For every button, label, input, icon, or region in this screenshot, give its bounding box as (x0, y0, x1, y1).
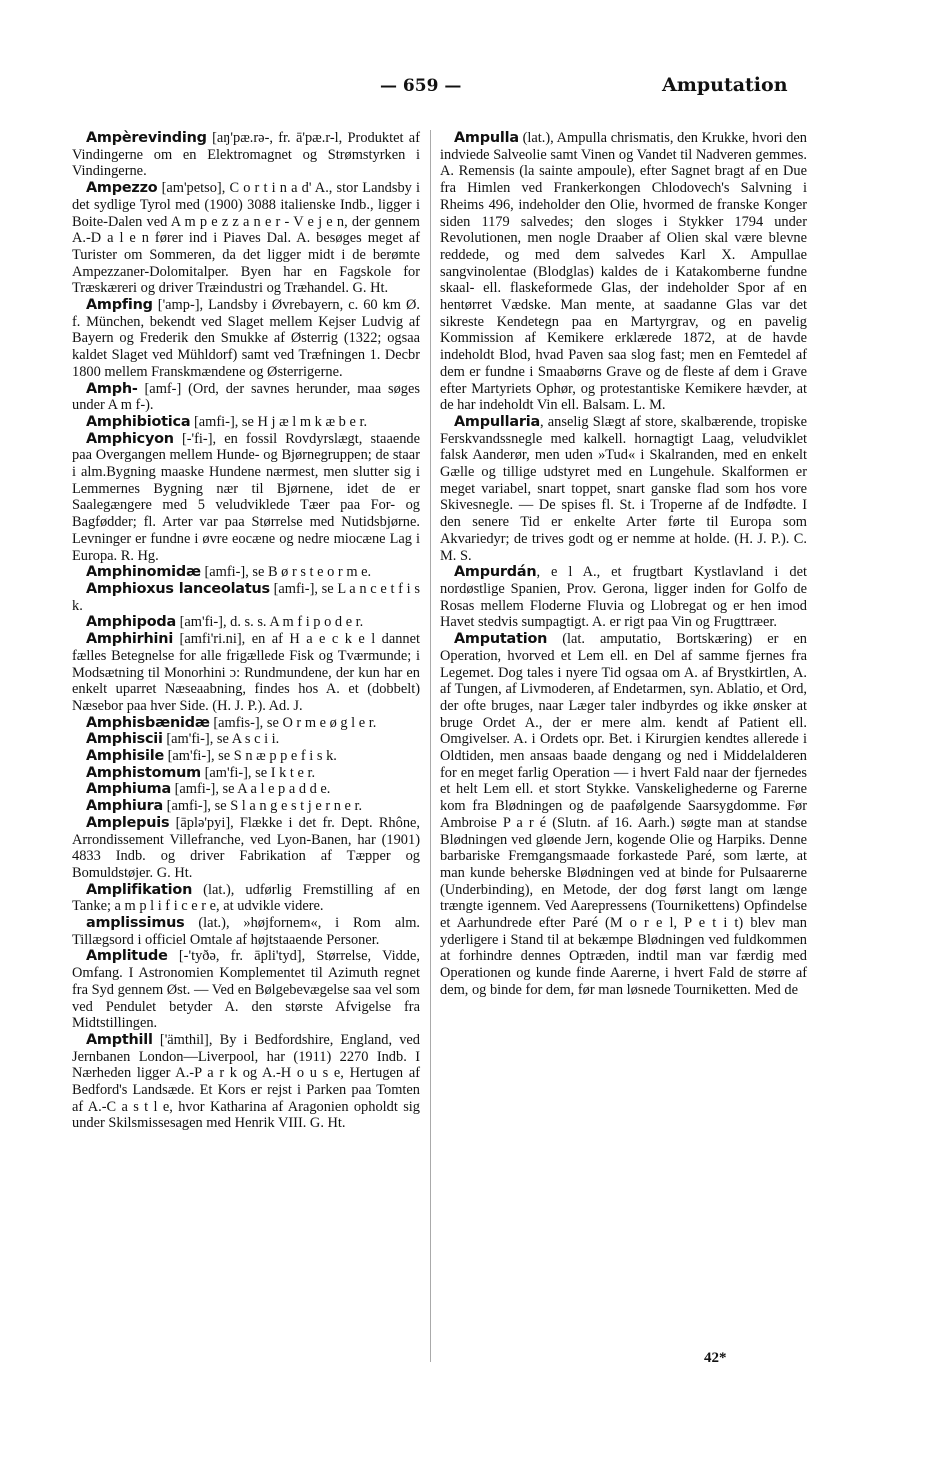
entry-text: (lat.), »højfornem«, i Rom alm. Tillægsord i officiel Omtale af højtstaaende Personer. (72, 915, 420, 948)
dictionary-entry (72, 581, 420, 614)
page-header (0, 76, 928, 106)
entry-headword: Amph- (86, 380, 138, 397)
dictionary-entry (72, 431, 420, 565)
entry-headword: Amplitude (86, 948, 168, 965)
entry-headword: Amphioxus lanceolatus (86, 580, 270, 597)
entry-text: ['amp-], Landsby i Øvrebayern, c. 60 km Ø. f. München, bekendt ved Slaget mellem Kejser Ludvig af Bayern og Frederik den Smukke af Østerrig (1322; ogsaa kaldet Slaget ved Mühldorf) samt ved Træfningen 1. Decbr 1800 mellem Franskmændene og Østerrigerne. (72, 297, 420, 380)
entry-headword: Amphiura (86, 798, 164, 815)
dictionary-entry (72, 381, 420, 414)
dictionary-entry (72, 297, 420, 381)
entry-headword: Amplepuis (86, 814, 170, 831)
dictionary-entry (72, 731, 420, 748)
entry-text: [-'fi-], en fossil Rovdyrslægt, staaende paa Overgangen mellem Hunde- og Bjørnegruppen; de staar i alm.Bygning maaske Hundene nærmest, men slutter sig i Lemmernes Bygning nær til Bjørnene, idet de er Saalegængere med 5 veludviklede Tæer paa For- og Bagfødder; fl. Arter var paa Størrelse med Nutidsbjørne. Levninger er fundne i øvre eocæne og nedre miocæne Lag i Europa. R. Hg. (72, 430, 420, 564)
entry-text: [-'tyðə, fr. āpli'tyd], Størrelse, Vidde, Omfang. I Astronomien Komplementet til Azimuth regnet fra Syd gennem Øst. — Ved en Bølgebevægelse saa vel som ved Pendulet betyder A. den største Afvigelse fra Midtstillingen. (72, 948, 420, 1032)
dictionary-entry (72, 748, 420, 765)
left-column (72, 130, 420, 1132)
dictionary-entry (72, 614, 420, 631)
entry-text: [aŋ'pæ.rə-, fr. ā'pæ.r-l, Produktet af Vindingerne om en Elektromagnet og Strømstyrken i Vindingerne. (72, 130, 420, 180)
dictionary-entry (72, 882, 420, 915)
page-number: — 659 — (380, 76, 462, 96)
entry-text: [am'fi-], se I k t e r. (200, 764, 316, 781)
entry-headword: Amphinomidæ (86, 564, 201, 581)
dictionary-entry (72, 815, 420, 882)
entry-headword: Ampulla (454, 130, 519, 146)
entry-headword: Amphicyon (86, 430, 174, 447)
entry-headword: Amphirhini (86, 631, 174, 648)
dictionary-entry (72, 631, 420, 715)
entry-headword: Ampthill (86, 1031, 153, 1048)
entry-headword: Amplifikation (86, 881, 193, 898)
column-divider (430, 130, 431, 1362)
entry-text: ['ämthil], By i Bedfordshire, England, ved Jernbanen London—Liverpool, har (1911) 2270 Indb. I Nærheden ligger A.-P a r k og A.-H o u s e, Hertugen af Bedford's Landsæde. Et Kors er rejst i Parken paa Tomten af A.-C a s t l e, hvor Katharina af Aragonien opholdt sig under Skilsmissesagen med Henrik VIII. G. Ht. (72, 1031, 420, 1132)
dictionary-entry (72, 798, 420, 815)
entry-text: [am'fi-], d. s. s. A m f i p o d e r. (176, 614, 364, 631)
entry-headword: Ampfing (86, 297, 153, 314)
dictionary-entry (72, 915, 420, 948)
entry-text: [am'fi-], se S n æ p p e f i s k. (164, 748, 337, 765)
entry-headword: Ampèrevinding (86, 130, 207, 146)
dictionary-entry (440, 631, 807, 998)
dictionary-entry (440, 130, 807, 414)
entry-text: [amfi-], se H j æ l m k æ b e r. (190, 413, 368, 430)
entry-headword: Amphiuma (86, 781, 171, 798)
right-column (440, 130, 807, 999)
entry-headword: Ampurdán (454, 564, 537, 581)
entry-text: (lat.), Ampulla chrismatis, den Krukke, hvori den indviede Salveolie samt Vinen og Vandet til Nadveren gemmes. A. Remensis (la sainte ampoule), efter Sagnet bragt af en Due fra Himlen ved Frankerkongen Chlodovech's Salvning i Rheims 496, indeholder den Olie, hvormed de franske Konger siden 1179 salvedes; den sloges i Stykker 1794 under Revolutionen, men nogle Draaber af Olien skal være blevne reddede, og med dem salvedes Karl X. Ampullae sangvinolentae (Blodglas) kaldes de i Katakomberne fundne skaal- ell. flaskeformede Glas, der indeholder Spor af en hentørret Vædske. Man mente, at saadanne Glas var det sikreste Kendetegn paa en Martyrgrav, og en pavelig Kommission af Kemikere erklærede 1872, at de havde indeholdt Blod, hvad Paven saa slog fast; men en Femtedel af dem er fundne i Smaabørns Grave og de fleste af dem i Grave efter Martyriets Ophør, og protestantiske Kemikere hævder, at de har indeholdt Vin ell. Balsam. L. M. (440, 130, 807, 414)
entry-headword: Amphibiotica (86, 413, 191, 430)
entry-headword: Ampullaria (454, 413, 540, 430)
entry-headword: Ampezzo (86, 180, 158, 197)
entry-headword: Amphiscii (86, 731, 163, 748)
running-head: Amputation (662, 74, 788, 96)
entry-headword: Amphipoda (86, 614, 177, 631)
dictionary-entry (72, 948, 420, 1032)
entry-headword: Amputation (454, 631, 548, 648)
entry-text: [amfi-], se L a n c e t f i s k. (72, 580, 420, 614)
dictionary-entry (72, 781, 420, 798)
entry-text: [am'fi-], se A s c i i. (162, 731, 280, 748)
entry-text: , anselig Slægt af store, skalbærende, tropiske Ferskvandssnegle med kalkell. hornagtigt Laag, veludviklet falsk Aanderør, men uden »Tud« i Skalranden, med en enkelt Gælle og tillige udstyret med en Lungehule. Skalformen er meget variabel, snart toppet, snart ganske flad som hos vore Skivesnegle. — De spises fl. St. i Troperne af de Indfødte. I den senere Tid er enkelte Arter førte til Europa som Akvariedyr; de trives godt og er nemme at holde. (H. J. P.). C. M. S. (440, 413, 807, 564)
dictionary-entry (72, 130, 420, 180)
signature-mark: 42* (704, 1350, 727, 1366)
entry-text: [am'petso], C o r t i n a d' A., stor Landsby i det sydlige Tyrol med (1900) 3088 italienske Indb., ligger i Boite-Dalen ved A m p e z z a n e r - V e j e n, der gennem A.-D a l e n fører ind i Piaves Dal. A. besøges meget af Turister om Sommeren, da det ligger midt i de berømte Ampezzaner-Dolomitalper. Byen har en Fagskole for Træskæreri og driver Træindustri og Træhandel. G. Ht. (72, 180, 420, 297)
dictionary-entry (72, 414, 420, 431)
entry-text: [amfi'ri.ni], en af H a e c k e l dannet fælles Betegnelse for alle frigællede Fisk og Tværmunde; i Modsætning til Monorhini ɔ: Rundmundene, der kun har en enkelt uparret Næseaabning, findes hos A. et (dobbelt) Næsebor paa hver Side. (H. J. P.). Ad. J. (72, 631, 420, 714)
entry-headword: Amphistomum (86, 764, 201, 781)
entry-text: (lat.), udførlig Fremstilling af en Tanke; a m p l i f i c e r e, at udvikle videre. (72, 881, 420, 915)
dictionary-entry (440, 564, 807, 631)
entry-text: [amfi-], se B ø r s t e o r m e. (200, 564, 372, 581)
entry-text: , e l A., et frugtbart Kystlavland i det nordøstlige Spanien, Prov. Gerona, ligger inden for Golfo de Rosas mellem Floderne Fluvia og Llobregat og er hen imod Havet stedvis sumpagtigt. A. er rigt paa Vin og Frugttræer. (440, 564, 807, 631)
dictionary-entry (72, 564, 420, 581)
dictionary-entry (72, 180, 420, 297)
dictionary-entry (72, 715, 420, 732)
entry-text: [amfis-], se O r m e ø g l e r. (209, 714, 377, 731)
entry-headword: Amphisbænidæ (86, 714, 210, 731)
dictionary-entry (72, 765, 420, 782)
dictionary-entry (72, 1032, 420, 1132)
entry-text: (lat. amputatio, Bortskæring) er en Operation, hvorved et Lem ell. en Del af samme fjernes fra Legemet. Dog tales i nyere Tid ogsaa om A. af Brystkirtlen, A. af Tungen, af Livmoderen, af Endetarmen, syn. Ablatio, et Ord, der ofte bruges, naar Læger taler indbyrdes og ikke ønsker at bruge Ordet A., der er mere alm. kendt af Patient ell. Omgivelser. A. i Ordets opr. Bet. i Kirurgien kendtes allerede i Oldtiden, men ansaas baade dengang og ned i Middelalderen for en meget farlig Operation — i hvert Fald naar der fjernedes et helt Lem ell. et stort Stykke. Vanskelighederne og Farerne kom fra Blødningen og de paafølgende Saarsygdomme. Før Ambroise P a r é (Slutn. af 16. Aarh.) søgte man at standse Blødningen ved gløende Jern, kogende Olie og Harpiks. Denne barbariske Fremgangsmaade forkastede Paré, som lærte, at man kunde beherske Blødningen ved at binde for Pulsaarerne (Underbinding), en Metode, der dog først langt om længe trængte igennem. Ved Aarepressens (Tournikettens) Opfindelse et Aarhundrede efter Paré (M o r e l, P e t i t) blev man yderligere i Stand til at bekæmpe Blødningen ved fuldkommen at forhindre dennes Optræden, indtil man var færdig med Operationen og kunde finde Aarerne, i hvert Fald de større af dem, og binde for dem, før man løsnede Tourniketten. Med de (440, 631, 807, 998)
entry-text: [amfi-], se S l a n g e s t j e r n e r. (163, 798, 363, 815)
entry-text: [amf-] (Ord, der savnes herunder, maa søges under A m f-). (72, 380, 420, 414)
entry-headword: Amphisile (86, 748, 165, 765)
entry-text: [amfi-], se A a l e p a d d e. (170, 781, 331, 798)
dictionary-entry (440, 414, 807, 564)
entry-text: [āplə'pyi], Flække i det fr. Dept. Rhône, Arrondissement Villefranche, ved Lyon-Banen, har (1901) 4833 Indb. og driver Fabrikation af Tæpper og Bomuldstøjer. G. Ht. (72, 814, 420, 881)
entry-headword: amplissimus (86, 915, 185, 932)
